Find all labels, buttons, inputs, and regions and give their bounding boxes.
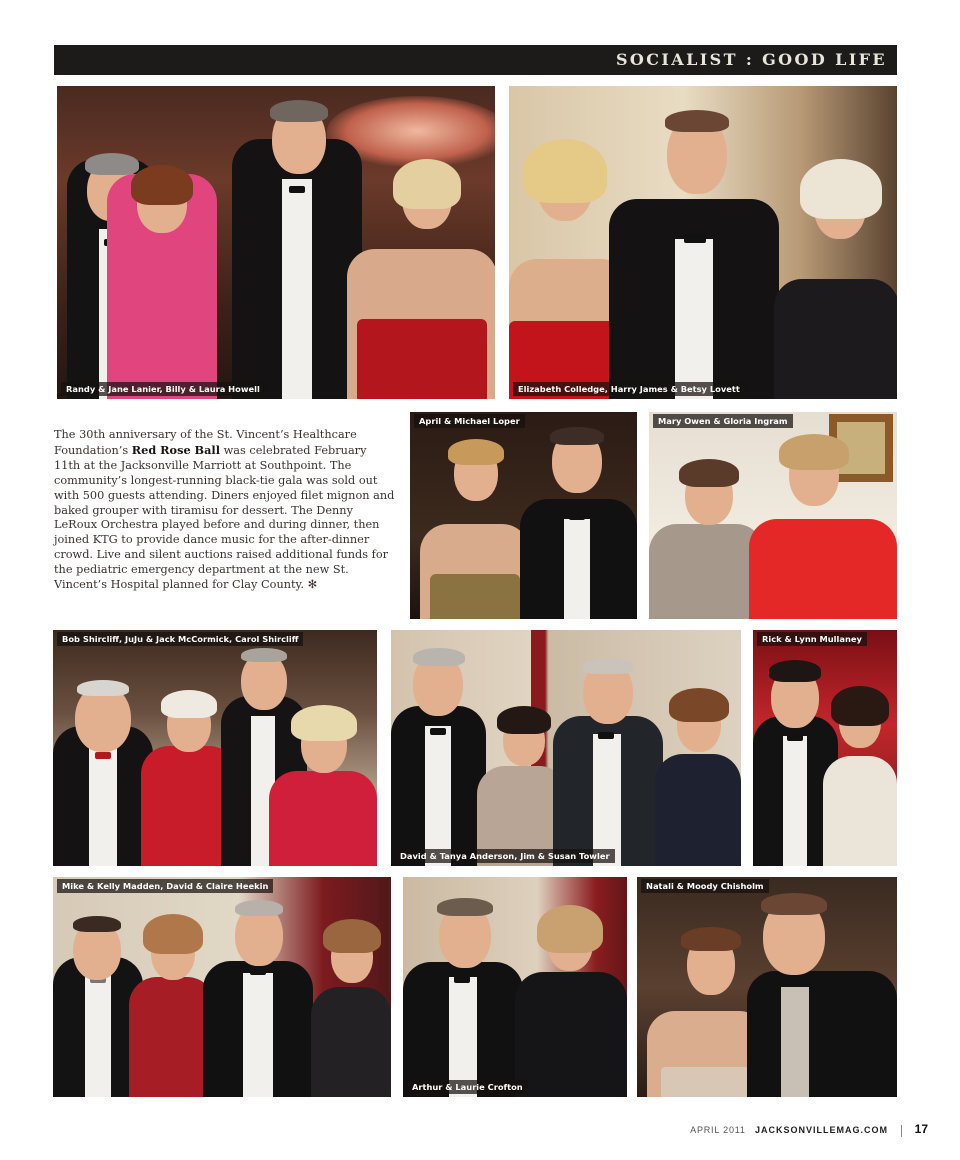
- issue-date: APRIL 2011: [690, 1125, 746, 1135]
- photo-caption: Natali & Moody Chisholm: [641, 879, 769, 893]
- photo-chisholm: [637, 877, 897, 1097]
- photo-caption: David & Tanya Anderson, Jim & Susan Towler: [395, 849, 615, 863]
- magazine-site: JACKSONVILLEMAG.COM: [755, 1125, 889, 1135]
- article-text-body: was celebrated February 11th at the Jacksonville Marriott at Southpoint. The community’s longest-running black-tie gala was sold out with 500 guests attending. Diners enjoyed filet mignon and baked grouper with tiramisu for dessert. The Denny LeRoux Orchestra played before and during dinner, then joined KTG to provide dance music for the after-dinner crowd. Live and silent auctions raised additional funds for the pediatric emergency department at the new St. Vincent’s Hospital planned for Clay County.: [54, 443, 395, 592]
- event-name: Red Rose Ball: [131, 442, 221, 457]
- section-title: SOCIALIST : GOOD LIFE: [615, 50, 887, 69]
- photo-caption: April & Michael Loper: [414, 414, 525, 428]
- section-header-bar: [54, 45, 897, 75]
- photo-shircliff-mccormick: [53, 630, 377, 866]
- photo-madden-heekin: [53, 877, 391, 1097]
- end-mark-icon: ✻: [307, 578, 318, 592]
- photo-owen-ingram: [649, 412, 897, 619]
- photo-caption: Rick & Lynn Mullaney: [757, 632, 867, 646]
- article-body: [54, 428, 396, 593]
- photo-loper: [410, 412, 637, 619]
- photo-anderson-towler: [391, 630, 741, 866]
- photo-caption: Bob Shircliff, JuJu & Jack McCormick, Carol Shircliff: [57, 632, 303, 646]
- photo-caption: Arthur & Laurie Crofton: [407, 1080, 528, 1094]
- photo-mullaney: [753, 630, 897, 866]
- footer-divider: [901, 1125, 902, 1137]
- photo-caption: Mike & Kelly Madden, David & Claire Heekin: [57, 879, 273, 893]
- photo-lanier-howell: [57, 86, 495, 399]
- page-footer: [690, 1122, 928, 1137]
- photo-caption: Randy & Jane Lanier, Billy & Laura Howell: [61, 382, 265, 396]
- photo-caption: Elizabeth Colledge, Harry James & Betsy Lovett: [513, 382, 745, 396]
- photo-crofton: [403, 877, 627, 1097]
- article-text-intro: The 30th anniversary of the St. Vincent’s Healthcare Foundation’s: [54, 428, 357, 457]
- page-number: 17: [914, 1122, 928, 1136]
- photo-colledge-james-lovett: [509, 86, 897, 399]
- photo-caption: Mary Owen & Gloria Ingram: [653, 414, 793, 428]
